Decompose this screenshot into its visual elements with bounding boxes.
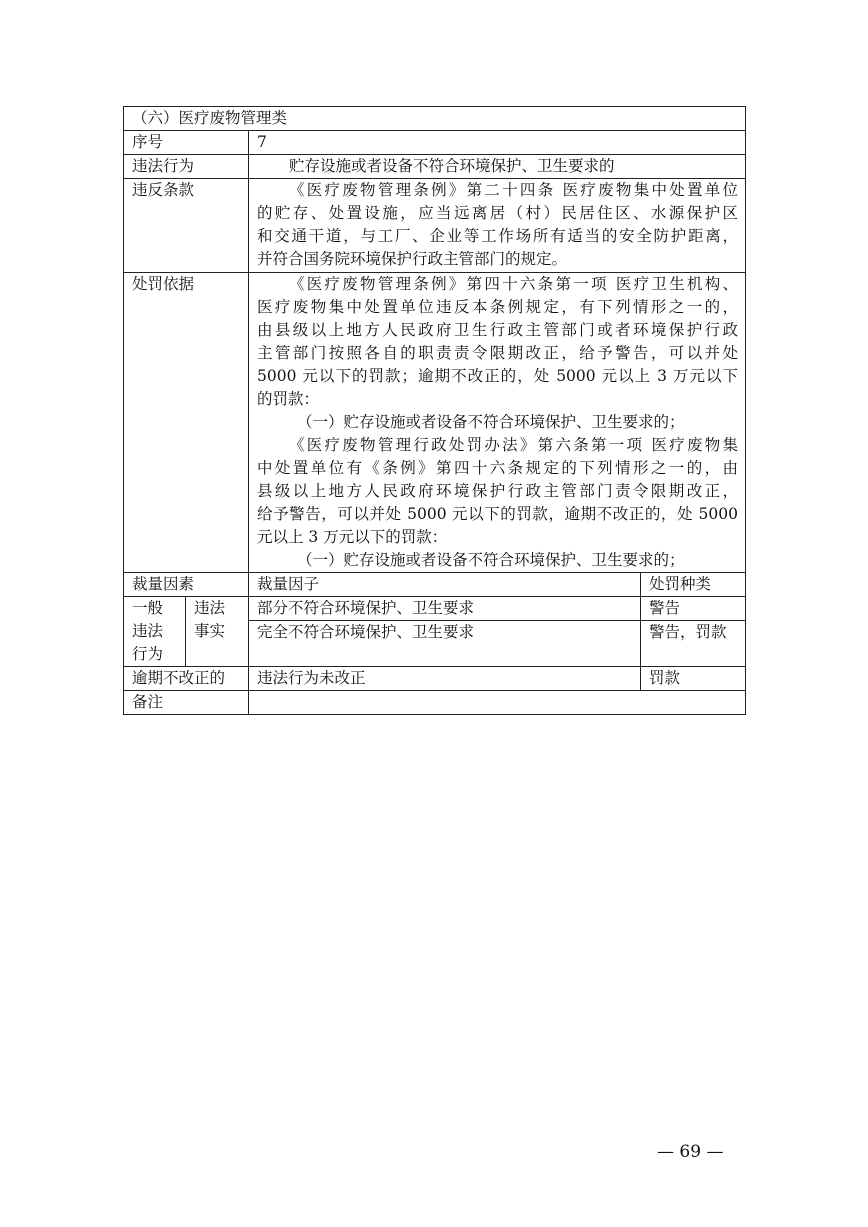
basis-line: 由县级以上地方人民政府卫生行政主管部门或者环境保护行政 [257,321,739,339]
basis-line: 元以上 3 万元以下的罚款： [257,528,448,546]
penalty-partial: 警告 [641,597,746,621]
violation-fact-label [186,597,249,667]
penalty-type-header: 处罚种类 [641,573,746,597]
factor-complete: 完全不符合环境保护、卫生要求 [249,621,641,667]
basis-line: 《医疗废物管理行政处罚办法》第六条第一项 医疗废物集 [289,436,739,454]
clause-line: 并符合国务院环境保护行政主管部门的规定。 [257,250,568,268]
basis-line: 《医疗废物管理条例》第四十六条第一项 医疗卫生机构、 [289,275,739,293]
basis-line: （一）贮存设施或者设备不符合环境保护、卫生要求的； [297,413,685,431]
remarks-label: 备注 [124,691,249,715]
basis-label: 处罚依据 [124,273,249,573]
violation-value: 贮存设施或者设备不符合环境保护、卫生要求的 [249,155,746,179]
discretion-factor-header: 裁量因素 [124,573,249,597]
label-line: 事实 [194,622,226,640]
basis-line: 县级以上地方人民政府环境保护行政主管部门责令限期改正， [257,482,739,500]
penalty-table [123,106,746,715]
clause-label: 违反条款 [124,179,249,273]
clause-text [249,179,746,273]
serial-value: 7 [249,131,746,155]
basis-line: 医疗废物集中处置单位违反本条例规定，有下列情形之一的， [257,298,739,316]
page-number: — 69 — [657,1142,724,1162]
overdue-penalty: 罚款 [641,667,746,691]
penalty-complete: 警告，罚款 [641,621,746,667]
section-title: （六）医疗废物管理类 [124,107,746,131]
clause-line: 《医疗废物管理条例》第二十四条 医疗废物集中处置单位 [289,181,739,199]
general-violation-label [124,597,186,667]
remarks-value [249,691,746,715]
basis-line: 5000 元以下的罚款；逾期不改正的，处 5000 元以上 3 万元以下 [257,367,739,385]
factor-partial: 部分不符合环境保护、卫生要求 [249,597,641,621]
basis-line: 的罚款： [257,390,320,408]
label-line: 违法 [132,622,164,640]
label-line: 违法 [194,599,226,617]
basis-line: （一）贮存设施或者设备不符合环境保护、卫生要求的； [297,551,685,569]
basis-line: 给予警告，可以并处 5000 元以下的罚款，逾期不改正的，处 5000 [257,505,739,523]
overdue-factor: 违法行为未改正 [249,667,641,691]
basis-line: 主管部门按照各自的职责责令限期改正，给予警告，可以并处 [257,344,739,362]
clause-line: 和交通干道，与工厂、企业等工作场所有适当的安全防护距离， [257,227,739,245]
clause-line: 的贮存、处置设施，应当远离居（村）民居住区、水源保护区 [257,204,739,222]
label-line: 一般 [132,599,164,617]
serial-label: 序号 [124,131,249,155]
basis-line: 中处置单位有《条例》第四十六条规定的下列情形之一的，由 [257,459,739,477]
violation-label: 违法行为 [124,155,249,179]
basis-text [249,273,746,573]
sub-factor-header: 裁量因子 [249,573,641,597]
overdue-label: 逾期不改正的 [124,667,249,691]
label-line: 行为 [132,645,164,663]
